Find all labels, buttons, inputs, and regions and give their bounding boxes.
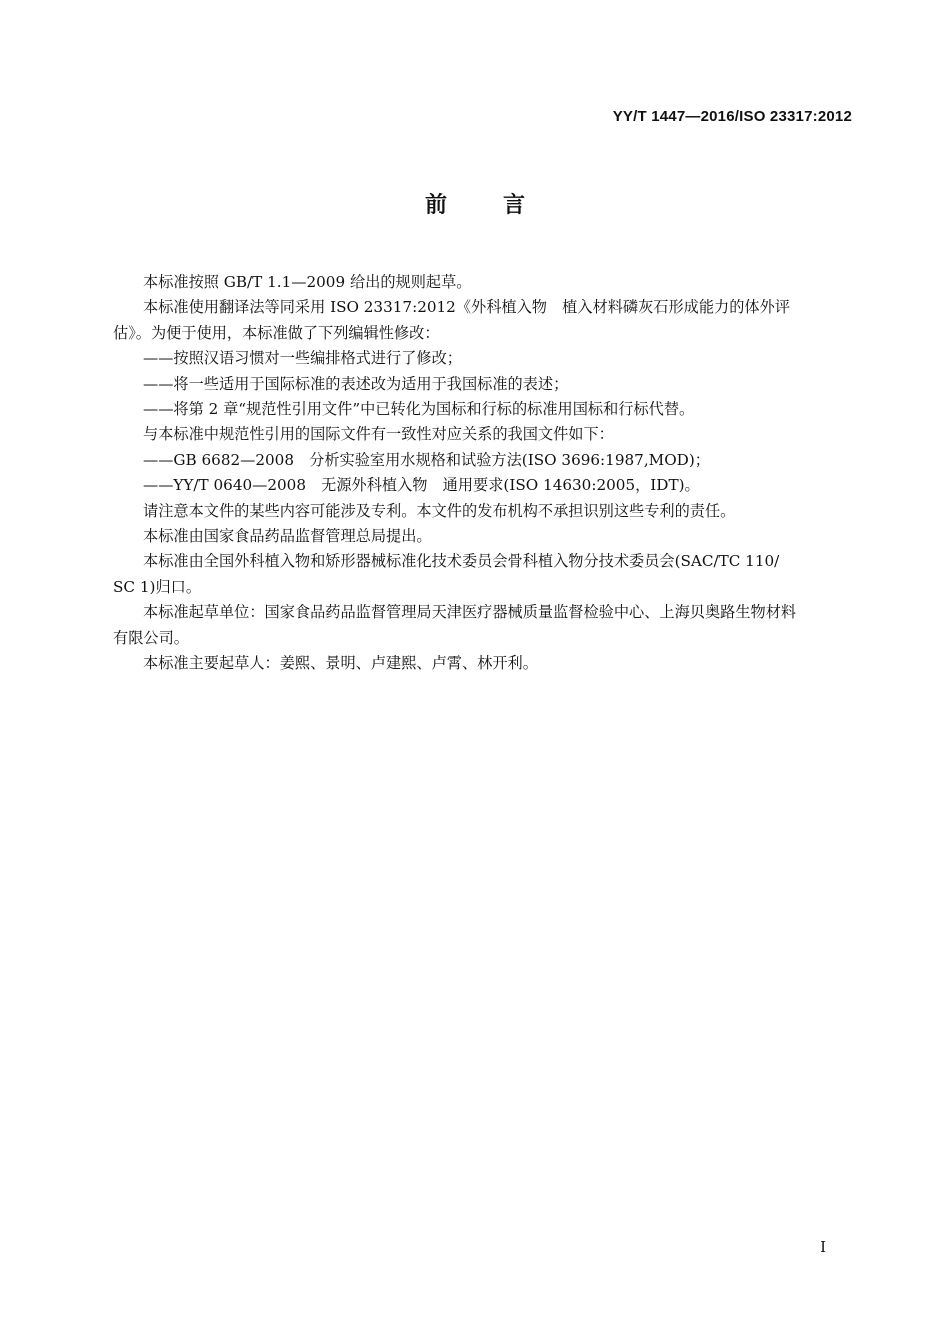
paragraph-administered-by-line-2: SC 1)归口。 [113,577,202,596]
document-body [113,270,853,677]
page-title: 前言 [424,193,581,218]
paragraph-drafting-rules: 本标准按照 GB/T 1.1—2009 给出的规则起草。 [143,273,472,291]
paragraph-proposed-by: 本标准由国家食品药品监督管理总局提出。 [143,527,432,546]
paragraph-drafting-units-line-2: 有限公司。 [113,628,189,647]
paragraph-correspondence: 与本标准中规范性引用的国际文件有一致性对应关系的我国文件如下： [143,425,614,444]
list-item-edit-expression: ——将一些适用于国际标准的表述改为适用于我国标准的表述； [143,374,569,393]
paragraph-drafters: 本标准主要起草人：姜熙、景明、卢建熙、卢霄、林开利。 [143,654,538,673]
paragraph-drafting-units-line-1: 本标准起草单位：国家食品药品监督管理局天津医疗器械质量监督检验中心、上海贝奥路生物材料 [143,603,797,622]
list-item-edit-references: ——将第 2 章“规范性引用文件”中已转化为国标和行标的标准用国标和行标代替。 [143,400,695,419]
paragraph-adoption-line-2: 估》。为便于使用，本标准做了下列编辑性修改： [113,323,440,342]
paragraph-administered-by [113,549,853,600]
list-item-gb-6682: ——GB 6682—2008 分析实验室用水规格和试验方法(ISO 3696:1987,MOD)； [143,450,710,469]
paragraph-adoption [113,295,853,346]
paragraph-patent-notice: 请注意本文件的某些内容可能涉及专利。本文件的发布机构不承担识别这些专利的责任。 [143,501,736,520]
standard-code: YY/T 1447—2016/ISO 23317:2012 [612,108,852,125]
list-item-yyt-0640: ——YY/T 0640—2008 无源外科植入物 通用要求(ISO 14630:2005，IDT)。 [143,476,700,495]
paragraph-adoption-line-1: 本标准使用翻译法等同采用 ISO 23317:2012《外科植入物 植入材料磷灰石形成能力的体外评 [143,298,790,317]
paragraph-drafting-units [113,600,853,651]
paragraph-administered-by-line-1: 本标准由全国外科植入物和矫形器械标准化技术委员会骨科植入物分技术委员会(SAC/TC 110/ [143,552,780,571]
page-number: I [820,1238,826,1256]
list-item-edit-format: ——按照汉语习惯对一些编排格式进行了修改； [143,349,462,368]
